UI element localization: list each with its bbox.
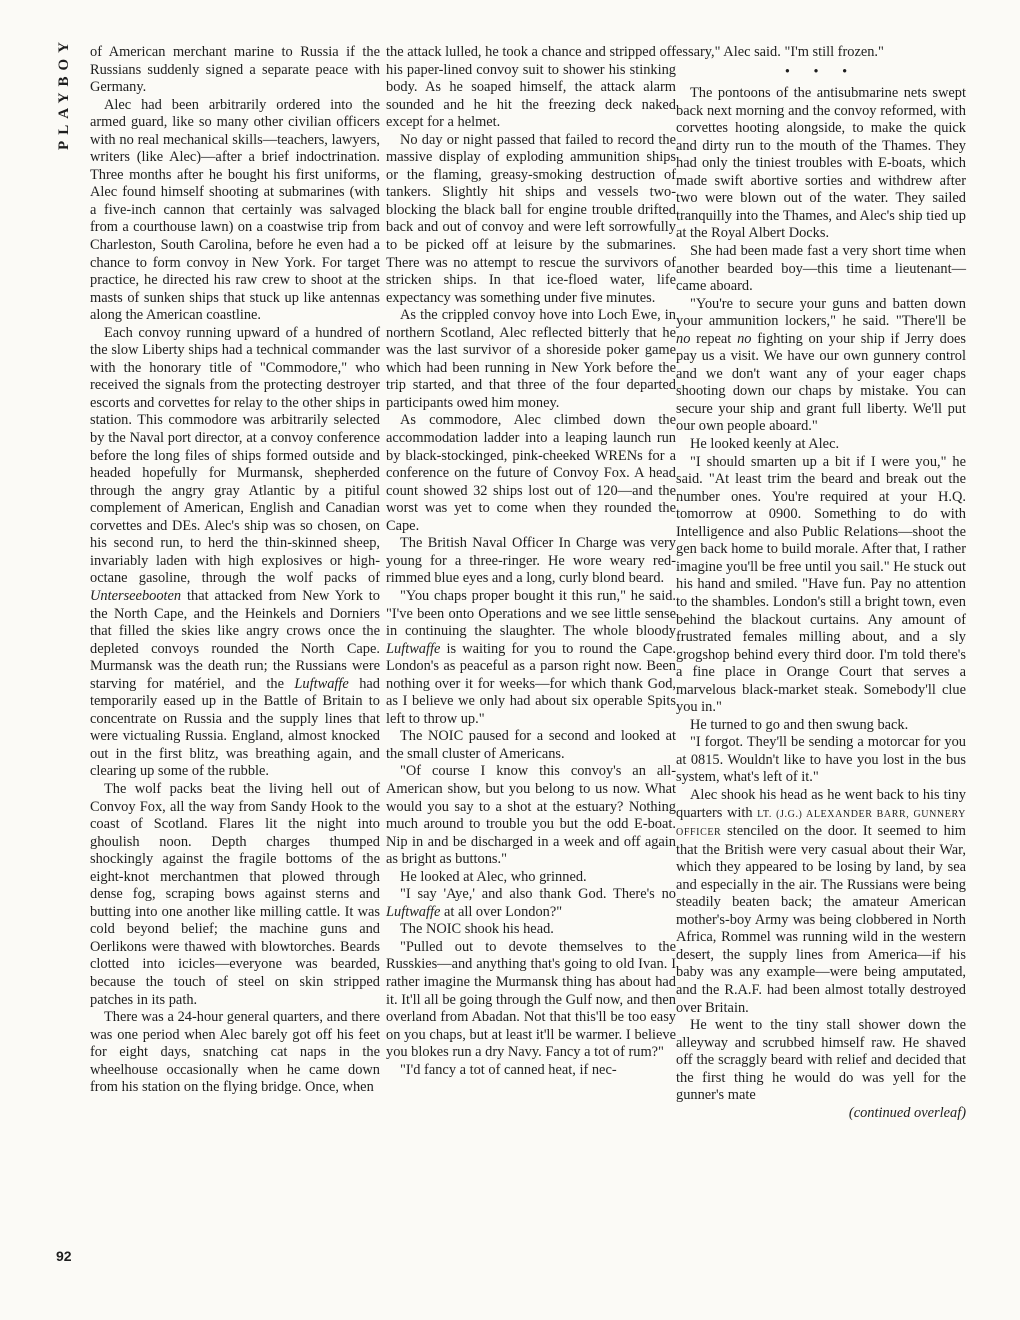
paragraph: The British Naval Officer In Charge was very young for a three-ringer. He wore weary red-rimmed blue eyes and a long, curly blond beard.	[386, 535, 676, 587]
paragraph: "You're to secure your guns and batten down your ammunition lockers," he said. "There'll be no repeat no fighting on your ship if Jerry does pay us a visit. We have our own gunnery control and we don't want any of your eager chaps shooting down our chaps by mistake. You can secure your ship and grant full liberty. We'll put our own people aboard."	[676, 295, 967, 435]
paragraph: He looked keenly at Alec.	[690, 436, 840, 453]
paragraph: "I should smarten up a bit if I were you," he said. "At least trim the beard and break out the number ones. You're required at your H.Q. tomorrow at 0900. Something to do with Intelligence and also Public Relations—shoot the gen back home to build morale. After that, I rather imagine you'll be free until you sail." He stuck out his hand and smiled. "Have fun. Pay no attention to the shambles. London's still a bright town, even behind the blackout curtains. Any amount of frustrated females milling about, and a sly grogshop behind every third door. I'm told there's a fine place in Orange Court that serves a marvelous black-market steak. Somebody'll clue you in."	[676, 453, 966, 716]
paragraph: The pontoons of the antisubmarine nets swept back next morning and the convoy reformed, with corvettes hooting alongside, to make the quick and dirty run to the mouth of the Thames. They had only the tiniest troubles with E-boats, which made swift abortive sorties and withdrew after two were blown out of the water. They sailed tranquilly into the Thames, and Alec's ship tied up at the Royal Albert Docks.	[676, 85, 966, 242]
paragraph: "Pulled out to devote themselves to the Russkies—and anything that's going to old Ivan. I rather imagine the Murmansk thing has about had it. It'll all be going through the Gulf now, and then overland from Abadan. Not that this'll be too easy on you chaps, but at least it'll be warmer. I believe you blokes run a dry Navy. Fancy a tot of rum?"	[386, 938, 676, 1061]
section-break: • • •	[784, 63, 858, 80]
paragraph: "I forgot. They'll be sending a motorcar for you at 0815. Wouldn't like to have you lost in the bus system, what's left of it."	[676, 734, 966, 786]
paragraph: The wolf packs beat the living hell out of Convoy Fox, all the way from Sandy Hook to the coast of Scotland. Flares lit the night into ghoulish noon. Depth charges thumped shockingly against the fragile bottoms of the eight-knot merchantmen that plowed through dense fog, scraping bows against sterns and butting into one another like milling cattle. It was cold beyond belief; the machine guns and Oerlikons were thawed with blowtorches. Beards clotted into icicles—everyone was bearded, because the touch of steel on skin stripped patches in its path.	[90, 780, 380, 1008]
paragraph: He went to the tiny stall shower down the alleyway and scrubbed himself raw. He shaved off the scraggly beard with relief and decided that the first thing he would do was yell for the gunner's mate	[676, 1017, 966, 1104]
paragraph: "I'd fancy a tot of canned heat, if nec-	[400, 1061, 617, 1078]
paragraph: He turned to go and then swung back.	[690, 716, 909, 733]
paragraph: He looked at Alec, who grinned.	[400, 868, 587, 885]
continued-note: (continued overleaf)	[848, 1104, 966, 1121]
paragraph: She had been made fast a very short time when another bearded boy—this time a lieutenant—came aboard.	[676, 243, 966, 295]
magazine-masthead: PLAYBOY	[56, 36, 72, 150]
paragraph: The NOIC paused for a second and looked at the small cluster of Americans.	[386, 728, 676, 762]
paragraph: The NOIC shook his head.	[400, 921, 554, 938]
paragraph: As commodore, Alec climbed down the accommodation ladder into a leaping launch run by black-stockinged, pink-cheeked WRENs for a conference on the future of Convoy Fox. A head count showed 32 ships lost out of 120—and the worst was yet to come when they rounded the Cape.	[386, 412, 676, 534]
paragraph: Each convoy running upward of a hundred of the slow Liberty ships had a technical commander with the honorary title of "Commodore," who received the signals from the protecting destroyer escorts and corvettes for relay to the other ships in station. This commodore was arbitrarily selected by the Naval port director, at a convoy conference before the long files of ships formed outside and headed hopefully for Murmansk, shepherded through the angry gray Atlantic by a pitiful complement of American, English and Canadian corvettes and DEs. Alec's ship was so chosen, on his second run, to herd the thin-skinned sheep, invariably laden with high explosives or high-octane gasoline, through the wolf packs of Unterseebooten that attacked from New York to the North Cape, and the Heinkels and Dorniers that filled the skies like angry crows once the depleted convoys rounded the North Cape. Murmansk was the death run; the Russians were starving for matériel, and the Luftwaffe had temporarily eased up in the Battle of Britain to concentrate on Russia and the supply lines that were victualing Russia. England, almost knocked out in the first blitz, was breathing again, and clearing up some of the rubble.	[90, 324, 380, 780]
paragraph: "You chaps proper bought it this run," he said. "I've been onto Operations and we see little sense in continuing the slaughter. The whole bloody Luftwaffe is waiting for you to round the Cape. London's as peaceful as a parson right now. Been nothing over it for weeks—for which thank God, as I believe we only had about six operable Spits left to throw up."	[386, 587, 676, 727]
paragraph: "Of course I know this convoy's an all-American show, but you belong to us now. What would you say to a shot at the estuary? Nothing much around to trouble you but the odd E-boat. Nip in and be discharged in a week and off again as bright as buttons."	[386, 763, 676, 868]
paragraph: of American merchant marine to Russia if the Russians suddenly signed a separate peace with Germany.	[90, 44, 380, 96]
paragraph: Alec had been arbitrarily ordered into the armed guard, like so many other civilian officers with no real mechanical skills—teachers, lawyers, writers (like Alec)—after a brief indoctrination. Three months after he bought his first uniforms, Alec found himself shooting at submarines (with a five-inch cannon that certainly was salvaged from a courthouse lawn) on a coastwise trip from Charleston, South Carolina, before he even had a chance to form convoy in New York. For target practice, he directed his raw crew to shoot at the masts of sunken ships that stuck up like antennas along the American coastline.	[90, 96, 380, 324]
text-column-2	[386, 44, 676, 1079]
text-column-3	[676, 44, 966, 1122]
text-column-1	[90, 44, 380, 1097]
paragraph: essary," Alec said. "I'm still frozen."	[676, 44, 884, 60]
paragraph: There was a 24-hour general quarters, and there was one period when Alec barely got off his feet for eight days, snatching cat naps in the wheelhouse occasionally when he came down from his station on the flying bridge. Once, when	[90, 1009, 380, 1096]
paragraph: Alec shook his head as he went back to his tiny quarters with LT. (J.G.) ALEXANDER BARR, GUNNERY OFFICER stenciled on the door. It seemed to him that the British were very casual about their War, which they appeared to be losing by land, by sea and especially in the air. The Russians were being steadily beaten back; the amateur American mother's-boy Army was being clobbered in North Africa, Rommel was running wild in the western desert, the supply lines from America—if his baby was any example—were being amputated, and the R.A.F. had been almost totally destroyed over Britain.	[676, 786, 966, 1016]
paragraph: the attack lulled, he took a chance and stripped off his paper-lined convoy suit to shower his stinking body. As he soaped himself, the attack alarm sounded and he hit the freezing deck naked except for a helmet.	[386, 44, 676, 131]
paragraph: "I say 'Aye,' and also thank God. There's no Luftwaffe at all over London?"	[386, 886, 676, 920]
paragraph: No day or night passed that failed to record the massive display of exploding ammunition ships or the flaming, greasy-smoking destruction of tankers. Slightly hit ships and vessels two-blocking the black ball for engine trouble drifted back and out of convoy and were left sorrowfully to be picked off at leisure by the submarines. There was no attempt to rescue the survivors of stricken ships. In that ice-floed water, life expectancy was something under five minutes.	[386, 131, 676, 306]
page-number: 92	[56, 1248, 72, 1264]
paragraph: As the crippled convoy hove into Loch Ewe, in northern Scotland, Alec reflected bitterly that he was the last survivor of a shoreside poker game which had been running in New York before the trip started, and that three of the four departed participants owed him money.	[386, 307, 676, 411]
